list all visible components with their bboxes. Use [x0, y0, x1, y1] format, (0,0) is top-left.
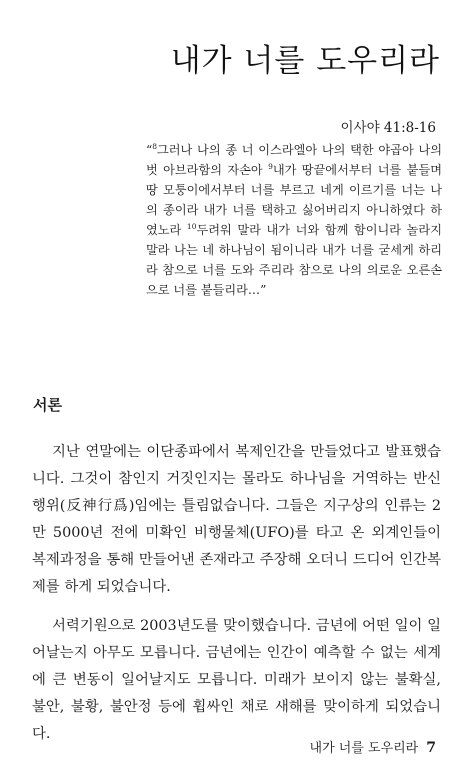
section-heading: 서론: [33, 396, 62, 415]
verse-number-9: 9: [268, 162, 273, 171]
page-title: 내가 너를 도우리라: [170, 42, 440, 79]
paragraph-text: 서력기원으로 2003년도를 맞이했습니다. 금년에 어떤 일이 일어날는지 아무도 모릅니다. 금년에는 인간이 예측할 수 없는 세계에 큰 변동이 일어날지도 모릅니다. 미래가 보이지 않는 불확실, 불안, 불황, 불안정 등에 휩싸인 채로 새해를 맞이하게 되었습니다.: [32, 618, 441, 743]
running-title: 내가 너를 도우리라: [309, 741, 419, 756]
verse-9-text: 내가 땅끝에서부터 너를 붙들며 땅 모퉁이에서부터 너를 부르고 네게 이르기를 너는 나의 종이라 내가 너를 택하고 싫어버리지 아니하였다 하였노라: [146, 163, 442, 237]
body-paragraph: [32, 613, 441, 748]
scripture-reference: 이사야 41:8-16: [340, 120, 436, 136]
page-number: 7: [426, 740, 436, 756]
verse-number-8: 8: [152, 142, 158, 151]
body-paragraph: [32, 439, 441, 601]
verse-number-10: 10: [186, 222, 197, 231]
scripture-quote: [146, 140, 442, 300]
quote-open-mark: “: [146, 143, 153, 157]
paragraph-text: 지난 연말에는 이단종파에서 복제인간을 만들었다고 발표했습니다. 그것이 참인지 거짓인지는 몰라도 하나님을 거역하는 반신행위(反神行爲)임에는 틀림없습니다. 그들은 지구상의 인류는 2만 5000년 전에 미확인 비행물체(UFO)를 타고 온 외계인들이 복제과정을 통해 만들어낸 존재라고 주장해 오더니 드디어 인간복제를 하게 되었습니다.: [32, 444, 441, 596]
page-footer: [310, 737, 436, 756]
verse-8-text: 그러나 나의 종 너 이스라엘아 나의 택한 야곱아 나의 벗 아브라함의 자손아: [146, 143, 442, 177]
verse-10-text: 두려워 말라 내가 너와 함께 함이니라 놀라지 말라 나는 네 하나님이 됨이니라 내가 너를 굳세게 하리라 참으로 너를 도와 주리라 참으로 나의 의로운 오른손으로 너를 붙들리라…”: [146, 223, 442, 297]
